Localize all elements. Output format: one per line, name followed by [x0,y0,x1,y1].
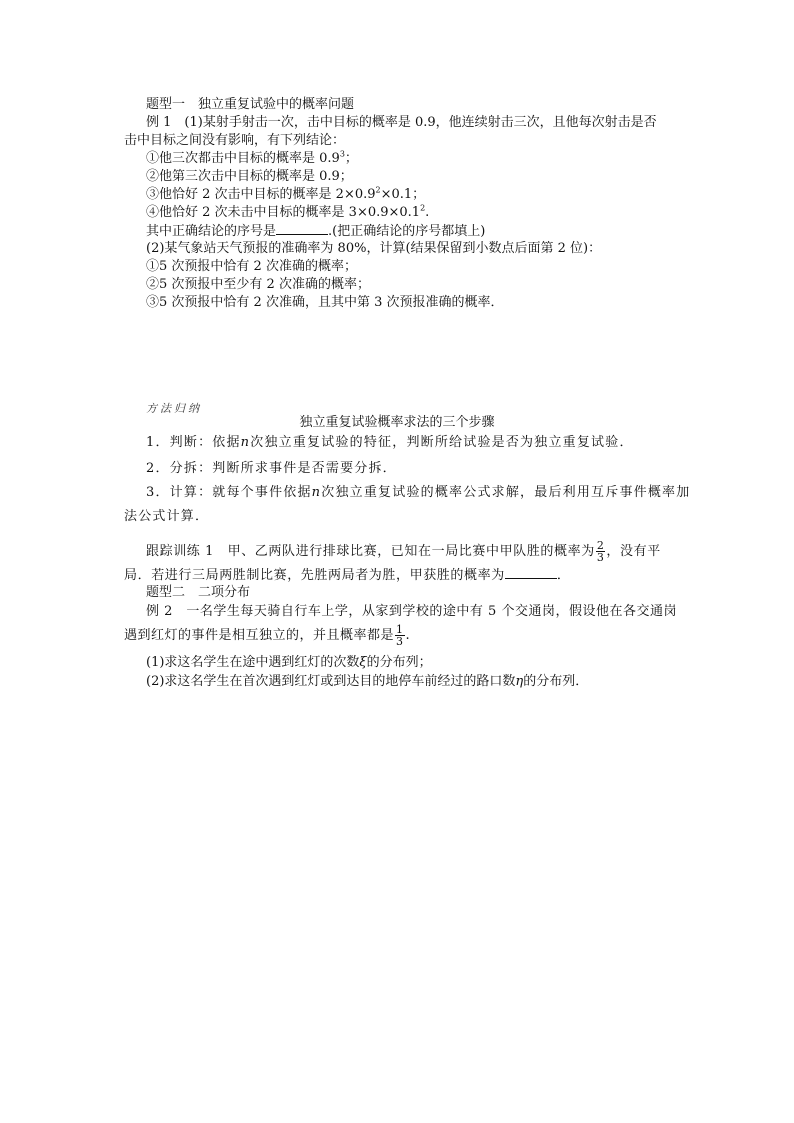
item3-text-b: ×0.1； [380,187,426,202]
method-step2: 2．分拆：判断所求事件是否需要分拆． [146,461,397,476]
part2-sub3: ③5 次预报中恰有 2 次准确，且其中第 3 次预报准确的概率． [146,295,504,310]
q1-text-b: 的分布列； [366,655,432,670]
training-text-c: 局．若进行三局两胜制比赛，先胜两局者为胜，甲获胜的概率为 [124,568,505,583]
method-step1 [146,434,634,452]
example2-q1 [146,654,432,672]
section1-heading: 题型一 独立重复试验中的概率问题 [146,97,355,112]
q1-text-a: (1)求这名学生在途中遇到红灯的次数 [146,655,360,670]
training-line1 [146,540,661,563]
example2-fraction [395,624,405,647]
item4-text-a: ④他恰好 2 次未击中目标的概率是 3×0.9×0.1 [146,205,421,220]
conclusion-item4 [146,204,429,222]
conclusion-item2: ②他第三次击中目标的概率是 0.9； [146,169,353,184]
example2-line2 [124,624,410,647]
example2-frac-num: 1 [396,623,404,636]
conclusion-item3 [146,186,425,204]
method-tag: 方法归纳 [146,402,202,415]
answer-prefix: 其中正确结论的序号是 [146,224,277,239]
training-frac-den: 3 [596,551,605,564]
part2-sub2: ②5 次预报中至少有 2 次准确的概率； [146,277,370,292]
training-text-a: 跟踪训练 1 甲、乙两队进行排球比赛，已知在一局比赛中甲队胜的概率为 [146,544,595,559]
answer-line [146,222,485,241]
item4-exponent: 2 [420,203,426,213]
training-blank[interactable] [505,566,557,579]
answer-blank[interactable] [276,222,328,235]
q2-var: η [515,674,524,689]
example2-q2 [146,673,588,691]
item1-end: ； [344,151,358,166]
section2-heading: 题型二 二项分布 [146,585,251,600]
training-frac-num: 2 [596,539,605,552]
step3-text-b: 次独立重复试验的概率公式求解，最后利用互斥事件概率加 [321,485,691,500]
q1-var: ξ [359,655,367,670]
part2-line: (2)某气象站天气预报的准确率为 80%，计算(结果保留到小数点后面第 2 位)： [146,241,602,256]
step1-var: n [240,435,251,450]
step3-text-a: 3．计算：就每个事件依据 [146,485,312,500]
example2-end: . [405,628,411,643]
answer-suffix: .(把正确结论的序号都填上) [328,224,486,239]
conclusion-item1 [146,150,358,168]
example2-line1: 例 2 一名学生每天骑自行车上学，从家到学校的途中有 5 个交通岗，假设他在各交通岗 [146,604,677,619]
step3-var: n [311,485,322,500]
q2-text-a: (2)求这名学生在首次遇到红灯或到达目的地停车前经过的路口数 [146,674,516,689]
method-title: 独立重复试验概率求法的三个步骤 [299,415,495,430]
item3-text-a: ③他恰好 2 次击中目标的概率是 2×0.9 [146,187,376,202]
part2-sub1: ①5 次预报中恰有 2 次准确的概率； [146,259,357,274]
training-text-d: ． [556,568,571,583]
training-fraction [596,540,606,563]
q2-text-b: 的分布列． [523,674,589,689]
item3-exponent: 2 [375,185,381,195]
training-text-b: ，没有平 [606,544,661,559]
method-step3 [146,484,690,502]
example2-frac-den: 3 [396,635,404,648]
step1-text-b: 次独立重复试验的特征，判断所给试验是否为独立重复试验． [250,435,634,450]
training-line2 [124,566,570,585]
item4-text-b: . [425,205,430,220]
item1-text: ①他三次都击中目标的概率是 0.9 [146,151,340,166]
method-step3-cont: 法公式计算． [124,509,210,524]
step1-text-a: 1．判断：依据 [146,435,241,450]
example1-line1: 例 1 (1)某射手射击一次，击中目标的概率是 0.9，他连续射击三次，且他每次射击是否 [146,115,657,130]
item1-exponent: 3 [339,149,345,159]
example1-line2: 击中目标之间没有影响，有下列结论： [124,133,346,148]
example2-text: 遇到红灯的事件是相互独立的，并且概率都是 [124,628,395,643]
